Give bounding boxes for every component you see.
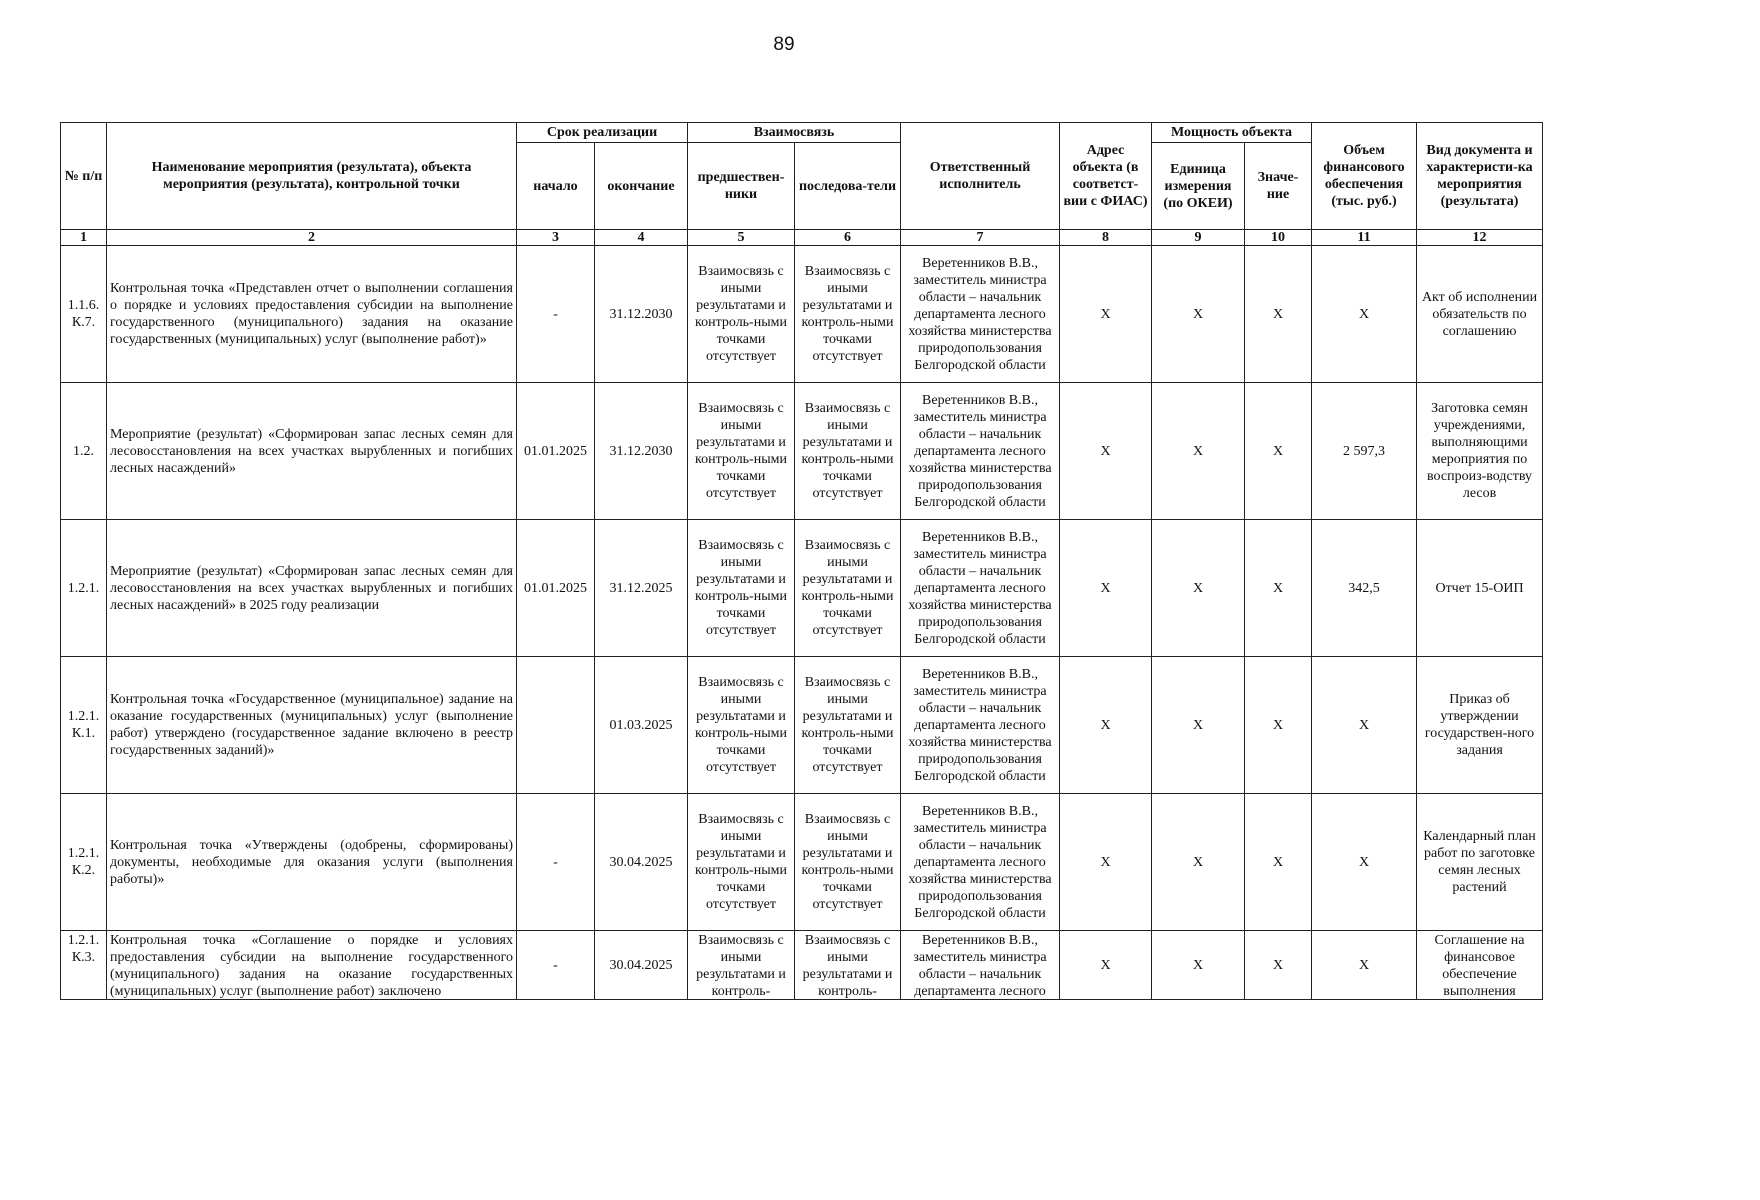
row-number: 1.2.1. К.2. xyxy=(61,794,107,931)
row-address: X xyxy=(1060,246,1152,383)
header-predecessors: предшествен-ники xyxy=(688,143,795,230)
col-number: 4 xyxy=(595,230,688,246)
row-predecessors: Взаимосвязь с иными результатами и контроль-ными точками отсутствует xyxy=(688,520,795,657)
row-name: Контрольная точка «Утверждены (одобрены, сформированы) документы, необходимые для оказания услуги (выполнения работы)» xyxy=(107,794,517,931)
col-number: 5 xyxy=(688,230,795,246)
row-volume: 342,5 xyxy=(1312,520,1417,657)
row-doc-text: Соглашение на финансовое обеспечение выполнения xyxy=(1434,933,1525,998)
col-number: 10 xyxy=(1245,230,1312,246)
row-volume: X xyxy=(1312,931,1417,1000)
row-value: X xyxy=(1245,246,1312,383)
col-number: 6 xyxy=(795,230,901,246)
column-number-row xyxy=(61,230,1543,246)
row-doc: Календарный план работ по заготовке семян лесных растений xyxy=(1417,794,1543,931)
row-successors: Взаимосвязь с иными результатами и контроль-ными точками отсутствует xyxy=(795,246,901,383)
col-number: 12 xyxy=(1417,230,1543,246)
row-address: X xyxy=(1060,931,1152,1000)
row-number: 1.2.1. К.1. xyxy=(61,657,107,794)
row-end: 31.12.2025 xyxy=(595,520,688,657)
row-start: - xyxy=(517,246,595,383)
row-responsible: Веретенников В.В., заместитель министра области – начальник департамента лесного хозяйства министерства природопользования Белгородской области xyxy=(901,657,1060,794)
header-value: Значе-ние xyxy=(1245,143,1312,230)
header-successors: последова-тели xyxy=(795,143,901,230)
row-predecessors: Взаимосвязь с иными результатами и контроль-ными точками отсутствует xyxy=(688,383,795,520)
row-name xyxy=(107,931,517,1000)
row-address: X xyxy=(1060,794,1152,931)
header-doc: Вид документа и характеристи-ка мероприятия (результата) xyxy=(1417,123,1543,230)
row-value: X xyxy=(1245,383,1312,520)
row-predecessors: Взаимосвязь с иными результатами и контроль-ными точками отсутствует xyxy=(688,246,795,383)
header-row-top xyxy=(61,123,1543,143)
row-unit: X xyxy=(1152,520,1245,657)
col-number: 9 xyxy=(1152,230,1245,246)
header-end: окончание xyxy=(595,143,688,230)
header-start: начало xyxy=(517,143,595,230)
col-number: 8 xyxy=(1060,230,1152,246)
table-row xyxy=(61,520,1543,657)
table-row xyxy=(61,794,1543,931)
col-number: 3 xyxy=(517,230,595,246)
header-capacity: Мощность объекта xyxy=(1152,123,1312,143)
row-volume: 2 597,3 xyxy=(1312,383,1417,520)
row-successors: Взаимосвязь с иными результатами и контроль-ными точками отсутствует xyxy=(795,520,901,657)
header-link: Взаимосвязь xyxy=(688,123,901,143)
row-number: 1.1.6. К.7. xyxy=(61,246,107,383)
row-responsible: Веретенников В.В., заместитель министра области – начальник департамента лесного хозяйства министерства природопользования Белгородской области xyxy=(901,794,1060,931)
row-doc: Заготовка семян учреждениями, выполняющими мероприятия по воспроиз-водству лесов xyxy=(1417,383,1543,520)
row-address: X xyxy=(1060,520,1152,657)
row-number: 1.2.1. xyxy=(61,520,107,657)
plan-table xyxy=(60,122,1543,1000)
row-value: X xyxy=(1245,931,1312,1000)
table-row xyxy=(61,383,1543,520)
row-name: Мероприятие (результат) «Сформирован запас лесных семян для лесовосстановления на всех участках вырубленных и погибших лесных насаждений» xyxy=(107,383,517,520)
row-successors xyxy=(795,931,901,1000)
row-address: X xyxy=(1060,657,1152,794)
row-end: 01.03.2025 xyxy=(595,657,688,794)
header-volume: Объем финансового обеспечения (тыс. руб.) xyxy=(1312,123,1417,230)
header-address: Адрес объекта (в соответст-вии с ФИАС) xyxy=(1060,123,1152,230)
row-name: Контрольная точка «Государственное (муниципальное) задание на оказание государственных (муниципальных) услуг (выполнение работ) утверждено (государственное задание включено в реестр государственных заданий)» xyxy=(107,657,517,794)
row-name-text: Контрольная точка «Соглашение о порядке и условиях предоставления субсидии на выполнение государственного (муниципального) задания на оказание государственных (муниципальных) услуг (выполнение работ) заключено xyxy=(110,933,513,998)
row-responsible: Веретенников В.В., заместитель министра области – начальник департамента лесного хозяйства министерства природопользования Белгородской области xyxy=(901,383,1060,520)
row-doc: Приказ об утверждении государствен-ного задания xyxy=(1417,657,1543,794)
header-name: Наименование мероприятия (результата), объекта мероприятия (результата), контрольной точки xyxy=(107,123,517,230)
row-volume: X xyxy=(1312,657,1417,794)
row-doc xyxy=(1417,931,1543,1000)
row-successors: Взаимосвязь с иными результатами и контроль-ными точками отсутствует xyxy=(795,657,901,794)
table-row xyxy=(61,657,1543,794)
row-predecessors xyxy=(688,931,795,1000)
row-name: Мероприятие (результат) «Сформирован запас лесных семян для лесовосстановления на всех участках вырубленных и погибших лесных насаждений» в 2025 году реализации xyxy=(107,520,517,657)
row-address: X xyxy=(1060,383,1152,520)
row-end: 31.12.2030 xyxy=(595,383,688,520)
row-unit: X xyxy=(1152,383,1245,520)
header-responsible: Ответственный исполнитель xyxy=(901,123,1060,230)
col-number: 1 xyxy=(61,230,107,246)
row-start: - xyxy=(517,794,595,931)
row-start: 01.01.2025 xyxy=(517,383,595,520)
row-start: - xyxy=(517,931,595,1000)
row-responsible-text: Веретенников В.В., заместитель министра области – начальник департамента лесного xyxy=(913,933,1047,998)
row-volume: X xyxy=(1312,794,1417,931)
row-predecessors-text: Взаимосвязь с иными результатами и контроль- xyxy=(696,933,786,998)
row-value: X xyxy=(1245,657,1312,794)
row-start: 01.01.2025 xyxy=(517,520,595,657)
row-number xyxy=(61,931,107,1000)
header-unit: Единица измерения (по ОКЕИ) xyxy=(1152,143,1245,230)
row-successors: Взаимосвязь с иными результатами и контроль-ными точками отсутствует xyxy=(795,794,901,931)
row-successors: Взаимосвязь с иными результатами и контроль-ными точками отсутствует xyxy=(795,383,901,520)
row-value: X xyxy=(1245,520,1312,657)
row-responsible: Веретенников В.В., заместитель министра области – начальник департамента лесного хозяйства министерства природопользования Белгородской области xyxy=(901,246,1060,383)
row-volume: X xyxy=(1312,246,1417,383)
row-number-text: 1.2.1. К.3. xyxy=(67,933,100,965)
row-doc: Акт об исполнении обязательств по соглашению xyxy=(1417,246,1543,383)
row-value: X xyxy=(1245,794,1312,931)
col-number: 7 xyxy=(901,230,1060,246)
table-row xyxy=(61,246,1543,383)
col-number: 2 xyxy=(107,230,517,246)
row-unit: X xyxy=(1152,246,1245,383)
row-end: 31.12.2030 xyxy=(595,246,688,383)
row-end: 30.04.2025 xyxy=(595,794,688,931)
row-responsible xyxy=(901,931,1060,1000)
row-number: 1.2. xyxy=(61,383,107,520)
row-unit: X xyxy=(1152,657,1245,794)
row-predecessors: Взаимосвязь с иными результатами и контроль-ными точками отсутствует xyxy=(688,657,795,794)
row-unit: X xyxy=(1152,794,1245,931)
table-row xyxy=(61,931,1543,1000)
row-responsible: Веретенников В.В., заместитель министра области – начальник департамента лесного хозяйства министерства природопользования Белгородской области xyxy=(901,520,1060,657)
header-num: № п/п xyxy=(61,123,107,230)
row-unit: X xyxy=(1152,931,1245,1000)
row-start xyxy=(517,657,595,794)
header-period: Срок реализации xyxy=(517,123,688,143)
page-number: 89 xyxy=(773,34,795,55)
row-name: Контрольная точка «Представлен отчет о выполнении соглашения о порядке и условиях предоставления субсидии на выполнение государственного (муниципального) задания на оказание государственных (муниципальных) услуг (выполнение работ)» xyxy=(107,246,517,383)
col-number: 11 xyxy=(1312,230,1417,246)
row-doc: Отчет 15-ОИП xyxy=(1417,520,1543,657)
row-predecessors: Взаимосвязь с иными результатами и контроль-ными точками отсутствует xyxy=(688,794,795,931)
row-end: 30.04.2025 xyxy=(595,931,688,1000)
row-successors-text: Взаимосвязь с иными результатами и контроль- xyxy=(802,933,893,998)
